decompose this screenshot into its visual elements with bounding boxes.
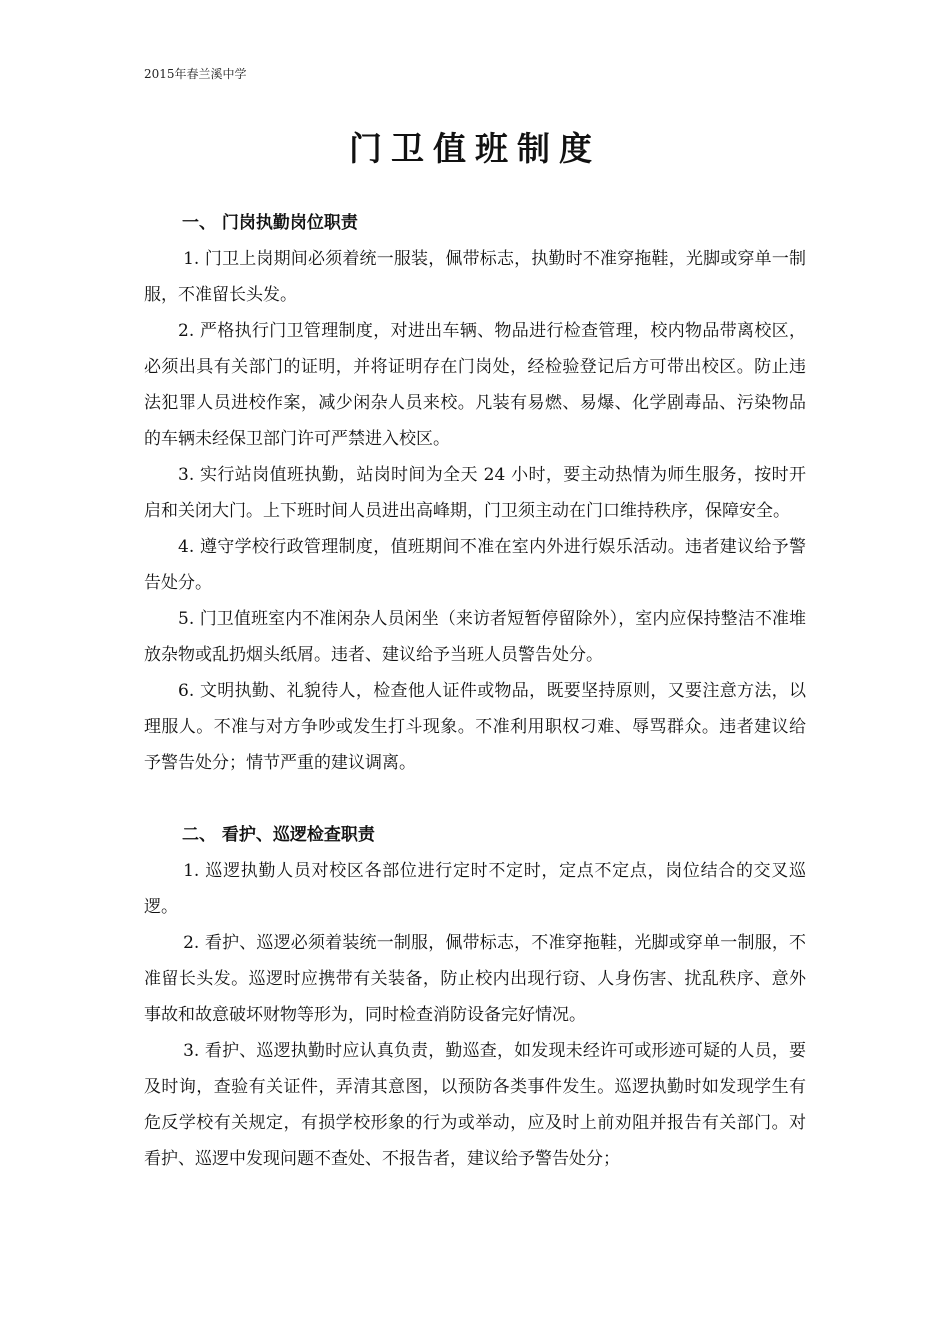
paragraph-1-5: 5. 门卫值班室内不准闲杂人员闲坐（来访者短暂停留除外），室内应保持整洁不准堆放杂物或乱扔烟头纸屑。违者、建议给予当班人员警告处分。 (144, 609, 806, 665)
document-body (144, 205, 806, 1177)
section-spacer (144, 781, 806, 817)
paragraph-2-1: 1. 巡逻执勤人员对校区各部位进行定时不定时，定点不定点，岗位结合的交叉巡逻。 (144, 861, 806, 917)
page-header: 2015年春兰溪中学 (144, 67, 247, 81)
document-title: 门卫值班制度 (349, 129, 601, 168)
section-heading-2: 二、 看护、巡逻检查职责 (182, 825, 375, 845)
paragraph-1-4: 4. 遵守学校行政管理制度，值班期间不准在室内外进行娱乐活动。违者建议给予警告处分。 (144, 537, 806, 593)
paragraph-1-6: 6. 文明执勤、礼貌待人，检查他人证件或物品，既要坚持原则，又要注意方法，以理服人。不准与对方争吵或发生打斗现象。不准利用职权刁难、辱骂群众。违者建议给予警告处分；情节严重的建议调离。 (144, 681, 806, 773)
paragraph-1-1: 1. 门卫上岗期间必须着统一服装，佩带标志，执勤时不准穿拖鞋，光脚或穿单一制服，不准留长头发。 (144, 249, 806, 305)
paragraph-2-3: 3. 看护、巡逻执勤时应认真负责，勤巡查，如发现未经许可或形迹可疑的人员，要及时询，查验有关证件，弄清其意图，以预防各类事件发生。巡逻执勤时如发现学生有危反学校有关规定，有损学校形象的行为或举动，应及时上前劝阻并报告有关部门。对看护、巡逻中发现问题不查处、不报告者，建议给予警告处分； (144, 1041, 806, 1169)
paragraph-1-3: 3. 实行站岗值班执勤，站岗时间为全天 24 小时，要主动热情为师生服务，按时开启和关闭大门。上下班时间人员进出高峰期，门卫须主动在门口维持秩序，保障安全。 (144, 465, 806, 521)
paragraph-2-2: 2. 看护、巡逻必须着装统一制服，佩带标志，不准穿拖鞋，光脚或穿单一制服，不准留长头发。巡逻时应携带有关装备，防止校内出现行窃、人身伤害、扰乱秩序、意外事故和故意破坏财物等形为，同时检查消防设备完好情况。 (144, 933, 806, 1025)
paragraph-1-2: 2. 严格执行门卫管理制度，对进出车辆、物品进行检查管理，校内物品带离校区，必须出具有关部门的证明，并将证明存在门岗处，经检验登记后方可带出校区。防止违法犯罪人员进校作案，减少闲杂人员来校。凡装有易燃、易爆、化学剧毒品、污染物品的车辆未经保卫部门许可严禁进入校区。 (144, 321, 806, 449)
section-heading-1: 一、 门岗执勤岗位职责 (182, 213, 358, 233)
